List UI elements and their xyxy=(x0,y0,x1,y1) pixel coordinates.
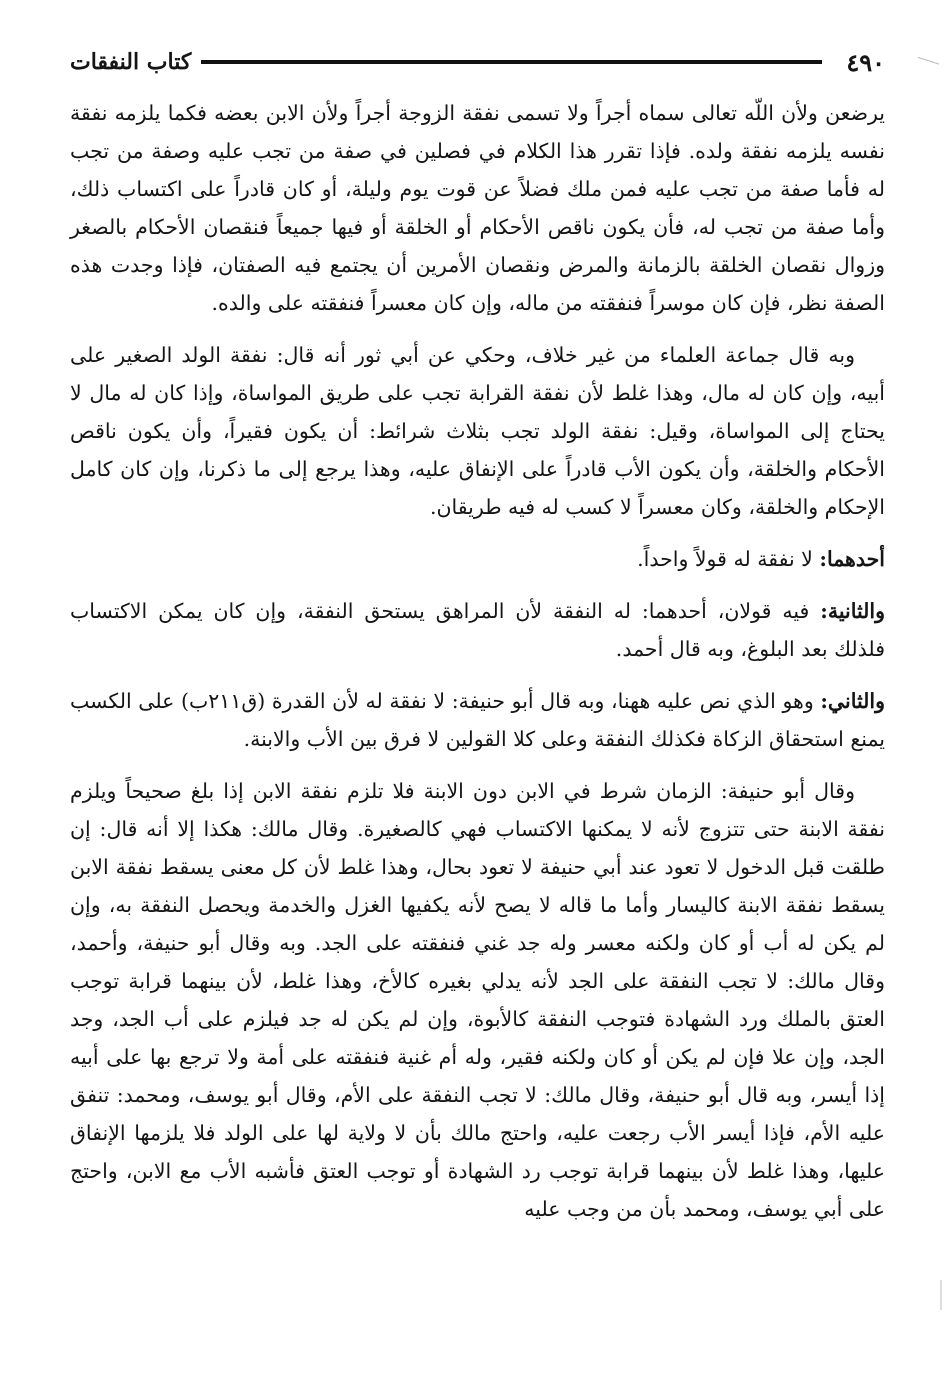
paragraph-6 xyxy=(70,772,885,1228)
body-text xyxy=(70,94,885,1228)
paragraph-5 xyxy=(70,682,885,758)
book-page xyxy=(70,40,885,1242)
book-title: كتاب النفقات xyxy=(70,49,192,75)
paragraph-5-term: والثاني: xyxy=(820,689,885,713)
paragraph-3-term: أحدهما: xyxy=(819,547,885,571)
paragraph-4-term: والثانية: xyxy=(820,599,885,623)
paragraph-3-text: لا نفقة له قولاً واحداً. xyxy=(637,547,820,571)
paragraph-4-text: فيه قولان، أحدهما: له النفقة لأن المراهق يستحق النفقة، وإن كان يمكن الاكتساب فلذلك بعد البلوغ، وبه قال أحمد. xyxy=(70,599,885,661)
paragraph-2-text: وبه قال جماعة العلماء من غير خلاف، وحكي عن أبي ثور أنه قال: نفقة الولد الصغير على أبيه، وإن كان له مال، وهذا غلط لأن نفقة القرابة تجب على طريق المواساة، وإذا كان له مال لا يحتاج إلى المواساة، وقيل: نفقة الولد تجب بثلاث شرائط: أن يكون فقيراً، وأن يكون ناقص الأحكام والخلقة، وأن يكون الأب قادراً على الإنفاق عليه، وهذا يرجع إلى ما ذكرنا، وإن كان كامل الإحكام والخلقة، وكان معسراً لا كسب له فيه طريقان. xyxy=(70,343,885,519)
paragraph-5-text: وهو الذي نص عليه ههنا، وبه قال أبو حنيفة: لا نفقة له لأن القدرة (ق٢١١ب) على الكسب يمنع استحقاق الزكاة فكذلك النفقة وعلى كلا القولين لا فرق بين الأب والابنة. xyxy=(70,689,885,751)
paragraph-2 xyxy=(70,336,885,526)
page-edge-mark-lower xyxy=(940,1280,942,1310)
page-number: ٤٩٠ xyxy=(846,47,885,77)
page-edge-mark xyxy=(915,57,939,74)
paragraph-4 xyxy=(70,592,885,668)
paragraph-6-text: وقال أبو حنيفة: الزمان شرط في الابن دون الابنة فلا تلزم نفقة الابن إذا بلغ صحيحاً ويلزم نفقة الابنة حتى تتزوج لأنه لا يمكنها الاكتساب فهي كالصغيرة. وقال مالك: هكذا إلا أنه قال: إن طلقت قبل الدخول لا تعود عند أبي حنيفة لا تعود بحال، وهذا غلط لأن كل معنى يسقط نفقة الابن يسقط نفقة الابنة كاليسار وأما ما قاله لا يصح لأنه يكفيها الغزل والخدمة ويحصل النفقة به، وإن لم يكن له أب أو كان ولكنه معسر وله جد غني فنفقته على الجد. وبه وقال أبو حنيفة، وأحمد، وقال مالك: لا تجب النفقة على الجد لأنه يدلي بغيره كالأخ، وهذا غلط، لأن بينهما قرابة توجب العتق بالملك ورد الشهادة فتوجب النفقة كالأبوة، وإن لم يكن له جد فيلزم على أب الجد، وجد الجد، وإن علا فإن لم يكن أو كان ولكنه فقير، وله أم غنية فنفقته على أمة ولا ترجع بها على أبيه إذا أيسر، وبه قال أبو حنيفة، وقال مالك: لا تجب النفقة على الأم، وقال أبو يوسف، ومحمد: تنفق عليه الأم، فإذا أيسر الأب رجعت عليه، واحتج مالك بأن لا ولاية لها على الولد فلا يلزمها الإنفاق عليها، وهذا غلط لأن بينهما قرابة توجب رد الشهادة أو توجب العتق فأشبه الأب مع الابن، واحتج على أبي يوسف، ومحمد بأن من وجب عليه xyxy=(70,779,885,1221)
paragraph-3 xyxy=(70,540,885,578)
paragraph-1 xyxy=(70,94,885,322)
paragraph-1-text: يرضعن ولأن اللّه تعالى سماه أجراً ولا تسمى نفقة الزوجة أجراً ولأن الابن بعضه فكما يلزمه نفقة نفسه يلزمه نفقة ولده. فإذا تقرر هذا الكلام في فصلين في صفة من تجب عليه وصفة من تجب له فأما صفة من تجب عليه فمن ملك فضلاً عن قوت يوم وليلة، أو كان قادراً على اكتساب ذلك، وأما صفة من تجب له، فأن يكون ناقص الأحكام أو الخلقة أو فيها جميعاً فنقصان الأحكام بالصغر وزوال نقصان الخلقة بالزمانة والمرض ونقصان الأمرين أن يجتمع فيه الصفتان، فإذا وجدت هذه الصفة نظر، فإن كان موسراً فنفقته من ماله، وإن كان معسراً فنفقته على والده. xyxy=(70,101,885,315)
header-rule xyxy=(201,60,822,64)
running-header xyxy=(70,40,885,84)
